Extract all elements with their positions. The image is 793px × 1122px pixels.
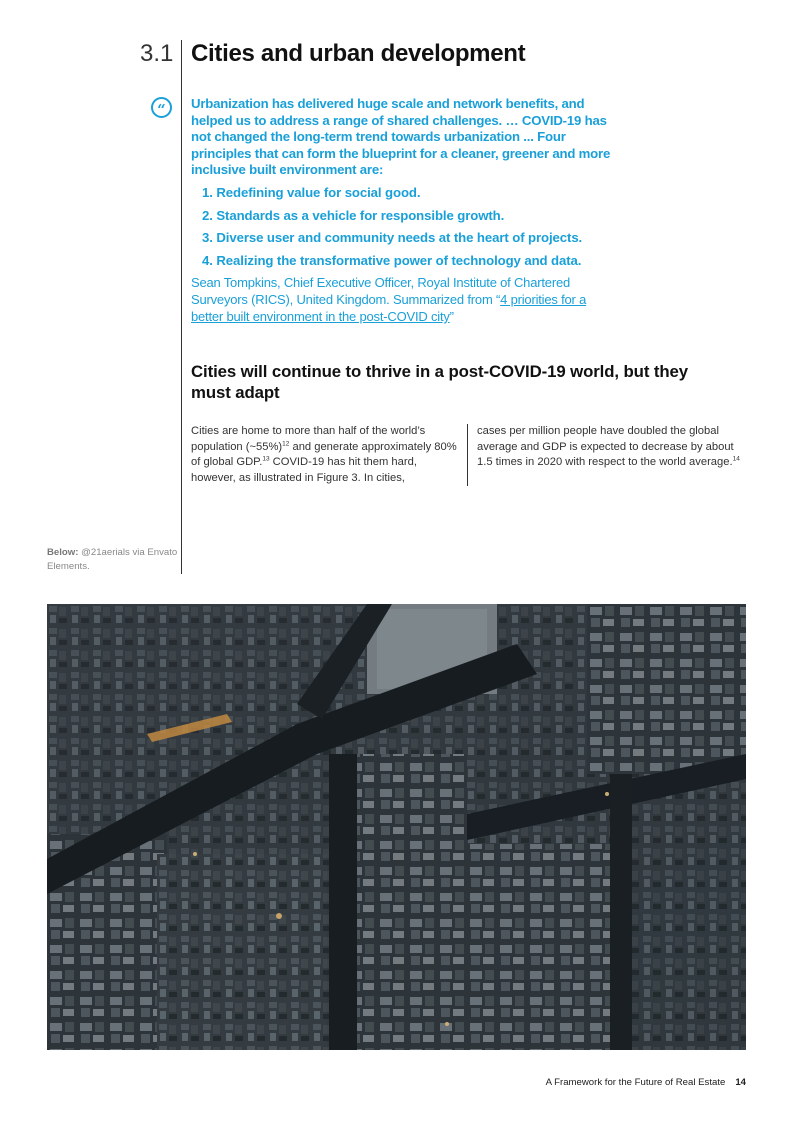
body-column-1 <box>191 424 459 486</box>
quote-text: Urbanization has delivered huge scale and network benefits, and helped us to address a range of shared challenges. … COVID-19 has not changed the long-term trend towards urbanization ... Four principles that can form the blueprint for a cleaner, greener and more inclusive built environment are: <box>191 96 611 177</box>
principle-item: 3. Diverse user and community needs at the heart of projects. <box>202 230 583 245</box>
attribution-text: Sean Tompkins, Chief Executive Officer, Royal Institute of Chartered Surveyors (RICS), United Kingdom. Summarized from “ <box>191 275 571 307</box>
principle-item: 2. Standards as a vehicle for responsible growth. <box>202 207 505 223</box>
section-number: 3.1 <box>140 40 174 67</box>
subheading: Cities will continue to thrive in a post-COVID-19 world, but they must adapt <box>191 362 688 402</box>
page-number: 14 <box>735 1077 746 1088</box>
section-divider-line <box>181 40 182 574</box>
source-link[interactable]: 4 priorities for a better built environment in the post-COVID city <box>191 292 587 324</box>
principle-item: 1. Redefining value for social good. <box>202 185 421 200</box>
column-divider <box>467 424 468 486</box>
photo-caption <box>47 546 187 573</box>
body-text: and generate approximately 80% of global GDP. <box>191 440 457 468</box>
footnote-ref[interactable]: 13 <box>262 455 270 463</box>
body-text: COVID-19 has hit them hard, however, as illustrated in Figure 3. In cities, <box>191 456 417 484</box>
body-text: cases per million people have doubled the global average and GDP is expected to decrease by about 1.5 times in 2020 with respect to the world average. <box>477 425 734 468</box>
caption-text: @21aerials via Envato Elements. <box>47 547 178 572</box>
caption-label: Below: <box>47 547 79 558</box>
footnote-ref[interactable]: 12 <box>282 439 290 447</box>
aerial-city-photo <box>47 604 746 1050</box>
attribution-end: ” <box>449 309 454 324</box>
body-column-2 <box>477 424 745 471</box>
footer-title: A Framework for the Future of Real Estate <box>545 1077 726 1088</box>
principles-list <box>202 184 622 274</box>
section-title: Cities and urban development <box>191 40 526 67</box>
quote-attribution <box>191 274 611 325</box>
page-footer <box>546 1077 746 1088</box>
principle-item: 4. Realizing the transformative power of technology and data. <box>202 252 582 268</box>
body-text: Cities are home to more than half of the world’s population (~55%) <box>191 425 426 453</box>
quote-icon: “ <box>151 97 172 118</box>
footnote-ref[interactable]: 14 <box>732 455 740 463</box>
